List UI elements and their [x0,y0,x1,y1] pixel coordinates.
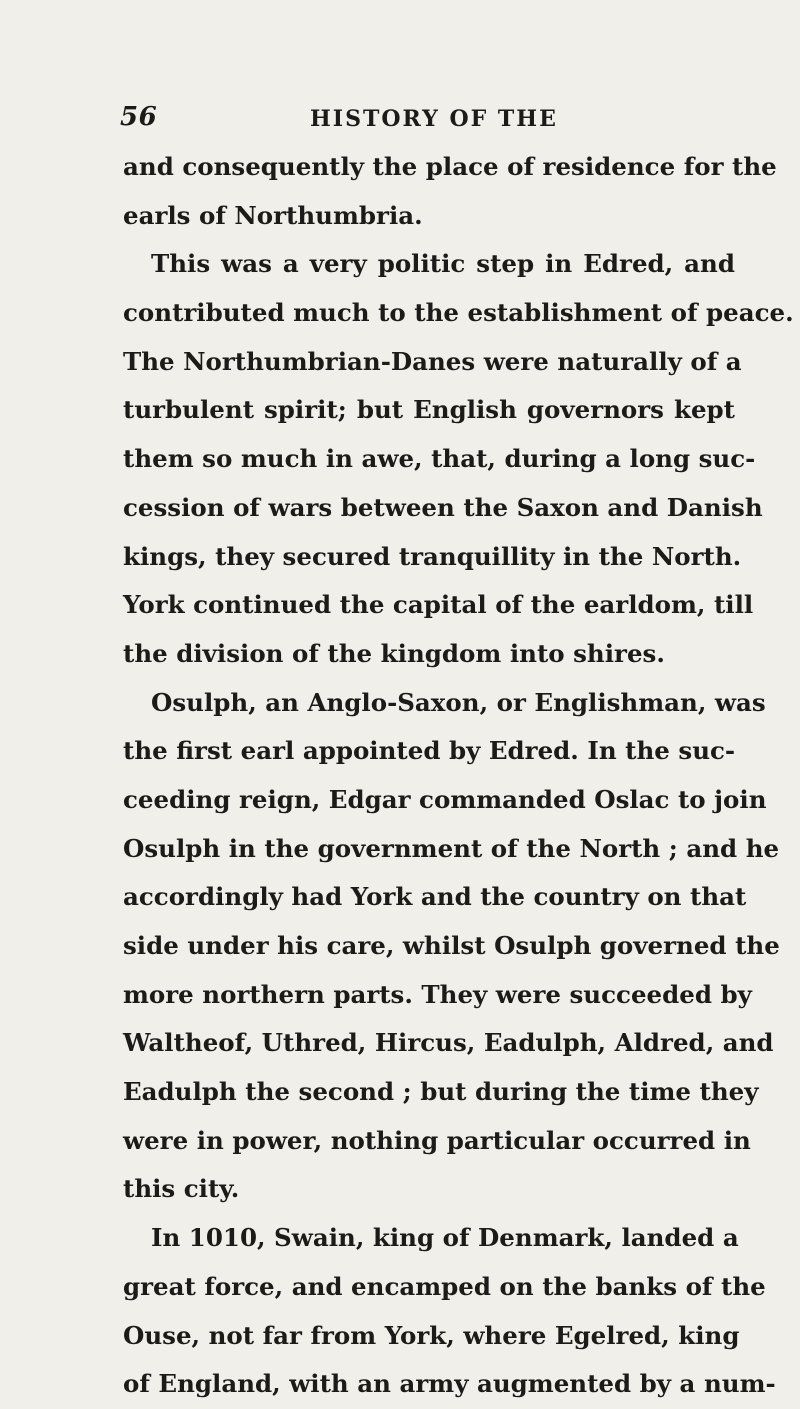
text-line: In 1010, Swain, king of Denmark, landed a [151,1223,739,1253]
text-line: Eadulph the second ; but during the time they [123,1077,759,1107]
text-line: the division of the kingdom into shires. [123,638,665,668]
text-line: them so much in awe, that, during a long suc- [123,444,756,474]
text-line: turbulent spirit; but English governors kept [123,395,735,425]
text-line: Osulph, an Anglo-Saxon, or Englishman, was [151,687,766,717]
text-line: of England, with an army augmented by a num- [123,1369,776,1399]
text-line: ceeding reign, Edgar commanded Oslac to join [123,784,767,814]
text-line: The Northumbrian-Danes were naturally of a [123,346,742,376]
text-line: York continued the capital of the earldom, till [123,590,754,620]
paragraph [123,679,780,1215]
text-line: accordingly had York and the country on that [123,882,747,912]
text-line: earls of Northumbria. [123,200,423,230]
text-line: great force, and encamped on the banks of the [123,1271,766,1301]
text-line: This was a very politic step in Edred, and [151,249,735,279]
text-line: this city. [123,1174,240,1204]
paragraph [123,240,794,678]
page-header [0,100,800,140]
text-line: kings, they secured tranquillity in the North. [123,541,742,571]
text-line: cession of wars between the Saxon and Danish [123,492,763,522]
page-number: 56 [120,102,158,132]
text-line: contributed much to the establishment of peace. [123,298,794,328]
text-line: side under his care, whilst Osulph governed the [123,931,780,960]
text-line: were in power, nothing particular occurred in [123,1125,751,1155]
paragraph [123,143,777,240]
text-line: and consequently the place of residence for the [123,152,777,181]
text-line: Ouse, not far from York, where Egelred, king [123,1320,740,1350]
text-line: Osulph in the government of the North ; and he [123,833,780,863]
body-text [123,143,794,1409]
running-head: HISTORY OF THE [310,106,558,132]
text-line: more northern parts. They were succeeded by [123,979,752,1009]
paragraph [123,1214,776,1409]
text-line: Waltheof, Uthred, Hircus, Eadulph, Aldred, and [123,1028,774,1058]
text-line: the first earl appointed by Edred. In the suc- [123,736,736,766]
